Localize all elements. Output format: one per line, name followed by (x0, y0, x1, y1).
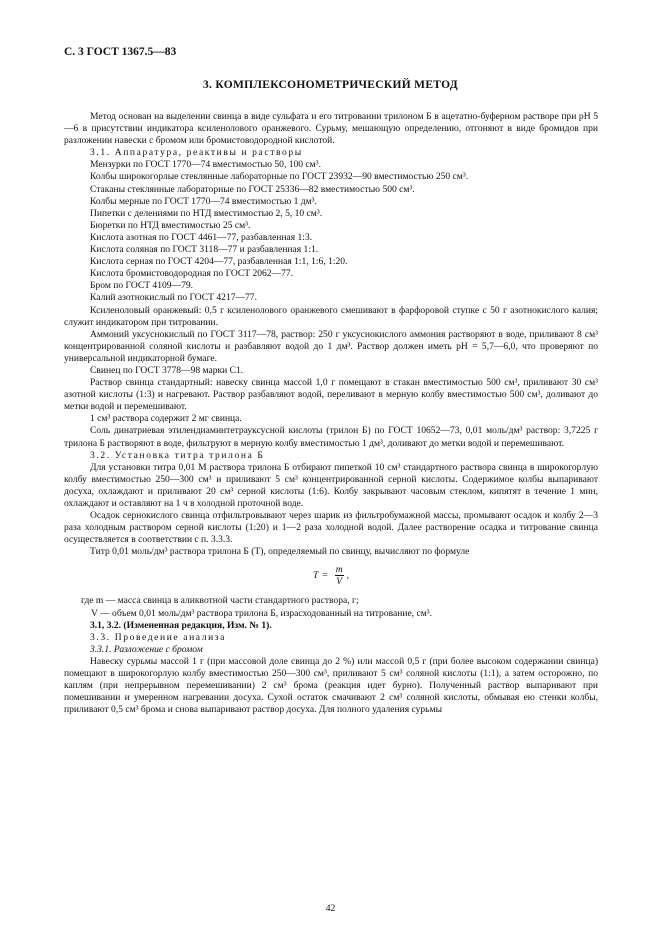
page-number: 42 (325, 904, 336, 914)
amendment-note: 3.1, 3.2. (Измененная редакция, Изм. № 1). (90, 619, 272, 631)
paragraph: Титр 0,01 моль/дм³ раствора трилона Б (T), определяемый по свинцу, вычисляют по формуле (90, 546, 470, 558)
list-item: Кислота бромистоводородная по ГОСТ 2062—77. (90, 268, 294, 280)
list-item: Мензурки по ГОСТ 1770—74 вместимостью 50, 100 см³. (90, 159, 321, 171)
formula-denominator: V (336, 576, 343, 588)
paragraph: Навеску сурьмы массой 1 г (при массовой доле свинца до 2 %) или массой 0,5 г (при более высоком содержании свинца) помещают в широкогорлую колбу вместимостью 250—300 см³, приливают 5 см³ соляной кислоты (1:1), а затем осторожно, по каплям (при непрерывном перемешивании) 2 см³ брома (реакция идет бурно). Полученный раствор выпаривают при помешивании и умеренном нагревании досуха. Сухой остаток смачивают 2 см³ соляной кислоты, обмывая ею стенки колбы, приливают 0,5 см³ брома и снова выпаривают раствор досуха. Для полного удаления сурьмы (64, 655, 598, 716)
titer-formula (64, 558, 598, 595)
formula-fraction (335, 564, 344, 587)
list-item: Кислота азотная по ГОСТ 4461—77, разбавленная 1:3. (90, 231, 313, 243)
formula-legend: V — объем 0,01 моль/дм³ раствора трилона Б, израсходованный на титрование, см³. (91, 607, 432, 619)
list-item: Бюретки по НТД вместимостью 25 см³. (90, 219, 251, 231)
subsection-heading: 3.3. Проведение анализа (90, 631, 226, 643)
paragraph: Для установки титра 0,01 М раствора трилона Б отбирают пипеткой 10 см³ стандартного раствора свинца в широкогорлую колбу вместимостью 250—300 см³ и приливают 5 см³ концентрированной серной кислоты. Содержимое колбы выпаривают досуха, охлаждают и приливают 20 см³ серной кислоты (1:6). Колбу закрывают часовым стеклом, кипятят в течение 1 мин, охлаждают и оставляют на 1 ч в холодной проточной воде. (64, 461, 598, 509)
paragraph: Соль динатриевая этилендиаминтетрауксусной кислоты (трилон Б) по ГОСТ 10652—73, 0,01 моль/дм³ раствор: 3,7225 г трилона Б растворяют в воде, фильтруют в мерную колбу вместимостью 1 дм³, доливают до метки водой и перемешивают. (64, 425, 598, 449)
paragraph: Раствор свинца стандартный: навеску свинца массой 1,0 г помещают в стакан вместимостью 500 см³, приливают 30 см³ азотной кислоты (1:3) и нагревают. Раствор разбавляют водой, переливают в мерную колбу вместимостью 500 см³, доливают до метки водой и перемешивают. (64, 377, 598, 413)
subsubsection-heading: 3.3.1. Разложение с бромом (90, 643, 203, 655)
list-item: Кислота соляная по ГОСТ 3118—77 и разбавленная 1:1. (90, 244, 319, 256)
list-item: Пипетки с делениями по НТД вместимостью 2, 5, 10 см³. (90, 207, 323, 219)
page-header: С. 3 ГОСТ 1367.5—83 (64, 46, 177, 58)
list-item: Кислота серная по ГОСТ 4204—77, разбавленная 1:1, 1:6, 1:20. (90, 256, 348, 268)
list-item: Свинец по ГОСТ 3778—98 марки С1. (90, 364, 244, 376)
formula-legend: где m — масса свинца в аликвотной части стандартного раствора, г; (81, 595, 359, 607)
paragraph: Метод основан на выделении свинца в виде сульфата и его титровании трилоном Б в ацетатно-буферном растворе при pH 5—6 в присутствии индикатора ксиленолового оранжевого. Сурьму, мешающую определению, отгоняют в виде бромидов при разложении навески с бромом или бромистоводородной кислотой. (64, 111, 598, 147)
subsection-heading: 3.2. Установка титра трилона Б (90, 449, 265, 461)
list-item: Стаканы стеклянные лабораторные по ГОСТ 25336—82 вместимостью 500 см³. (90, 183, 415, 195)
list-item: Колбы широкогорлые стеклянные лабораторные по ГОСТ 23932—90 вместимостью 250 см³. (90, 171, 469, 183)
subsection-heading: 3.1. Аппаратура, реактивы и растворы (90, 147, 303, 159)
formula-lhs: T (313, 569, 319, 581)
formula-equals: = (322, 569, 328, 581)
paragraph: Аммоний уксуснокислый по ГОСТ 3117—78, раствор: 250 г уксуснокислого аммония растворяют в воде, приливают 8 см³ концентрированной соляной кислоты и разбавляют водой до 1 дм³. Раствор должен иметь pH = 5,7—6,0, что проверяют по универсальной индикаторной бумаге. (64, 328, 598, 364)
formula-tail: , (346, 569, 349, 581)
paragraph: Ксиленоловый оранжевый: 0,5 г ксиленолового оранжевого смешивают в фарфоровой ступке с 50 г азотнокислого калия; служит индикатором при титровании. (64, 304, 598, 328)
document-body (64, 111, 598, 716)
list-item: Калий азотнокислый по ГОСТ 4217—77. (90, 292, 257, 304)
list-item: Бром по ГОСТ 4109—79. (90, 280, 193, 292)
section-title: 3. КОМПЛЕКСОНОМЕТРИЧЕСКИЙ МЕТОД (202, 79, 459, 91)
paragraph: Осадок сернокислого свинца отфильтровывают через шарик из фильтробумажной массы, промывают осадок и колбу 2—3 раза холодным раствором серной кислоты (1:20) и 1—2 раза холодной водой. Далее растворение осадка и титрование свинца осуществляется в соответствии с п. 3.3.3. (64, 510, 598, 546)
list-item: Колбы мерные по ГОСТ 1770—74 вместимостью 1 дм³. (90, 195, 317, 207)
list-item: 1 см³ раствора содержит 2 мг свинца. (90, 413, 242, 425)
formula-numerator: m (335, 564, 343, 576)
